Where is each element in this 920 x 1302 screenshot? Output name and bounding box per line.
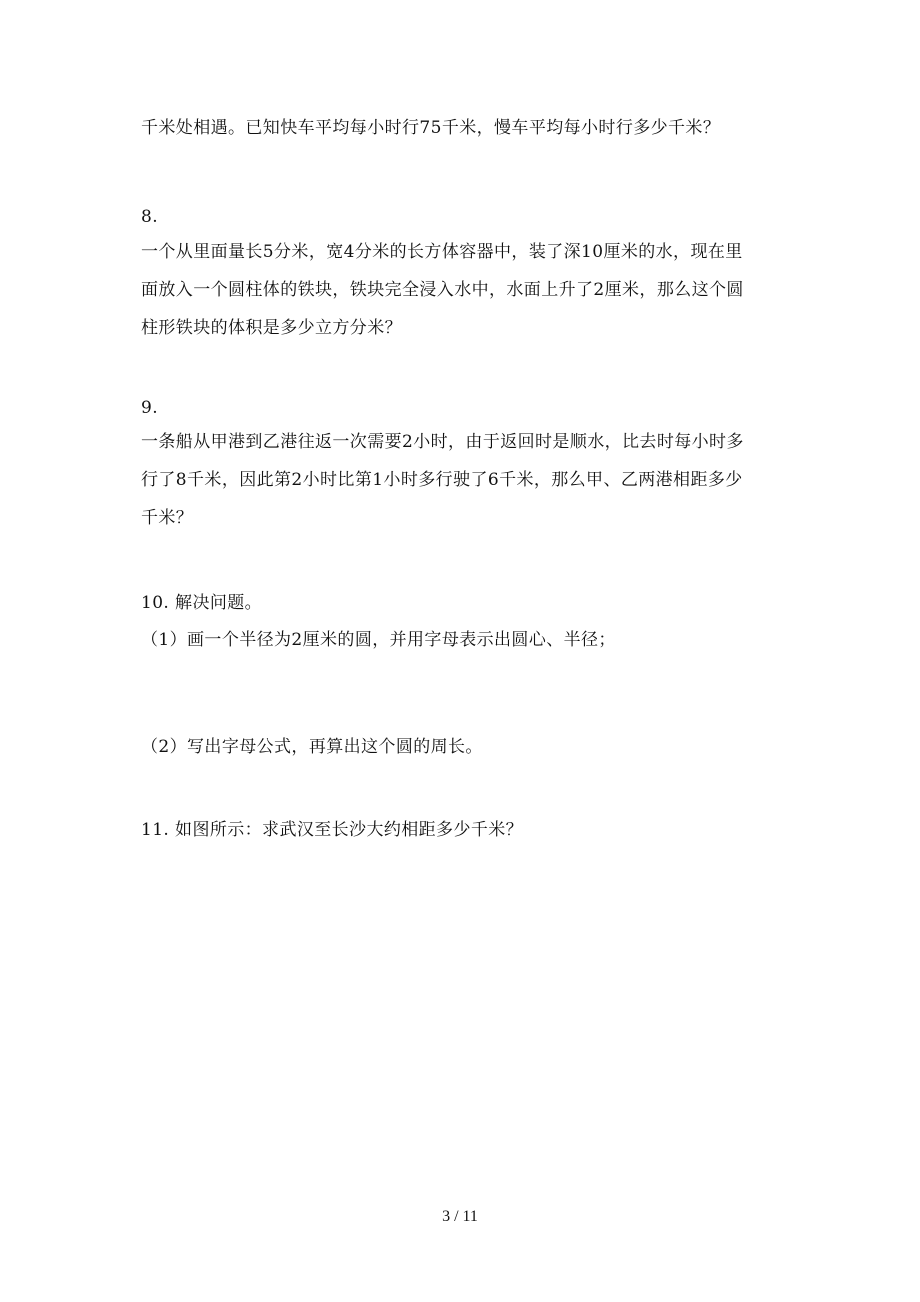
question-8-text-line-3: 柱形铁块的体积是多少立方分米？ (141, 318, 402, 338)
page-number: 3 / 11 (442, 1208, 478, 1225)
question-8-text-line-1: 一个从里面量长5分米，宽4分米的长方体容器中，装了深10厘米的水，现在里 (141, 242, 743, 262)
question-10-part-1: （1）画一个半径为2厘米的圆，并用字母表示出圆心、半径； (141, 630, 616, 650)
question-10-title: 10. 解决问题。 (141, 593, 263, 613)
question-8-number: 8. (141, 207, 159, 227)
question-9-text-line-2: 行了8千米，因此第2小时比第1小时多行驶了6千米，那么甲、乙两港相距多少 (141, 470, 743, 490)
question-9-text-line-1: 一条船从甲港到乙港往返一次需要2小时，由于返回时是顺水，比去时每小时多 (141, 432, 744, 452)
question-10-part-2: （2）写出字母公式，再算出这个圆的周长。 (141, 737, 483, 757)
question-11-title: 11. 如图所示：求武汉至长沙大约相距多少千米？ (141, 820, 524, 840)
question-7-tail: 千米处相遇。已知快车平均每小时行75千米，慢车平均每小时行多少千米？ (141, 118, 721, 138)
question-8-text-line-2: 面放入一个圆柱体的铁块，铁块完全浸入水中，水面上升了2厘米，那么这个圆 (141, 280, 744, 300)
question-9-text-line-3: 千米？ (141, 508, 194, 528)
question-9-number: 9. (141, 398, 159, 418)
